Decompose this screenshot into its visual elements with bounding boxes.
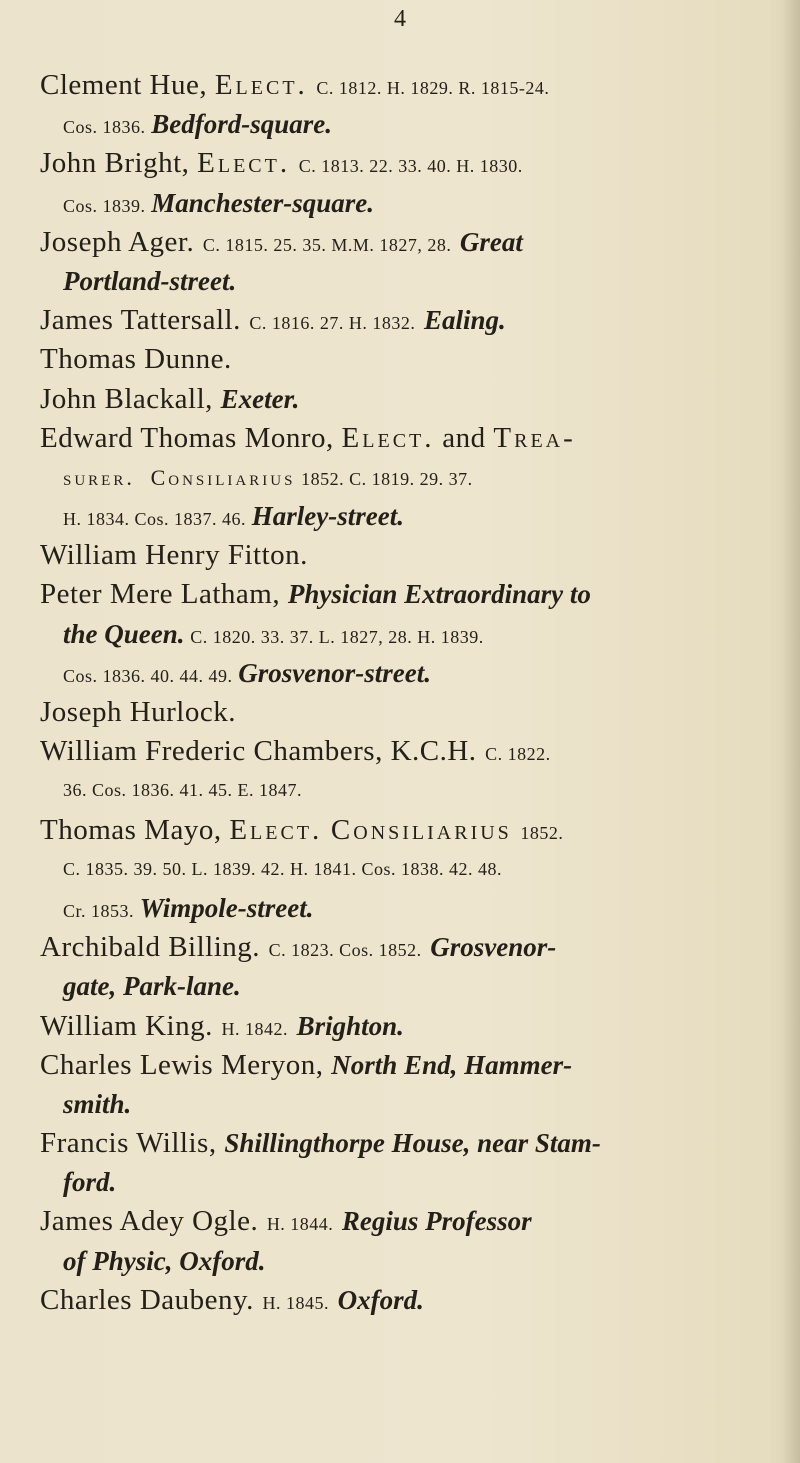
member-name: Joseph Hurlock. <box>40 696 236 728</box>
list-item-continuation <box>40 889 780 928</box>
member-dates: C. 1820. 33. 37. L. 1827, 28. H. 1839. <box>190 626 484 647</box>
list-item <box>40 223 780 262</box>
member-name: Francis Willis, <box>40 1127 225 1160</box>
list-item <box>40 693 780 732</box>
member-address: of Physic, Oxford. <box>63 1245 266 1276</box>
list-item <box>40 301 780 340</box>
member-address: smith. <box>63 1088 132 1119</box>
member-name: James Tattersall. <box>40 304 241 337</box>
member-role: surer. <box>63 464 135 490</box>
member-address: Harley-street. <box>251 501 404 532</box>
member-role: Consiliarius <box>330 813 512 846</box>
list-item-continuation <box>40 262 780 301</box>
member-title: Physician Extraordinary to <box>287 579 591 610</box>
list-item <box>40 1124 780 1163</box>
member-name: Charles Lewis Meryon, <box>40 1048 332 1081</box>
list-item <box>40 380 780 419</box>
member-dates: Cr. 1853. <box>63 900 135 921</box>
list-item <box>40 536 780 575</box>
list-item <box>40 1046 780 1085</box>
list-item-continuation <box>40 105 780 144</box>
list-item <box>40 340 780 379</box>
member-name: Peter Mere Latham, <box>40 578 288 611</box>
member-name: Clement Hue, <box>40 69 215 101</box>
member-role: Elect. <box>341 421 435 454</box>
member-address: Exeter. <box>220 383 300 414</box>
member-address: ford. <box>63 1167 117 1198</box>
member-dates: 1852. C. 1819. 29. 37. <box>301 468 473 489</box>
member-role: Elect. <box>214 69 308 101</box>
list-item <box>40 66 780 105</box>
list-item-continuation <box>40 1085 780 1124</box>
page-number: 4 <box>394 6 406 32</box>
member-dates: C. 1812. H. 1829. R. 1815-24. <box>316 78 550 98</box>
list-item-continuation <box>40 615 780 654</box>
member-dates: H. 1844. <box>266 1214 334 1235</box>
member-dates: Cos. 1839. <box>63 195 146 216</box>
member-role: Consiliarius <box>150 464 296 490</box>
member-role: Elect. <box>197 147 291 180</box>
list-item-continuation <box>40 850 780 889</box>
member-name: William King. <box>40 1009 213 1042</box>
list-item-continuation <box>40 654 780 693</box>
list-item <box>40 1202 780 1241</box>
member-dates: 36. Cos. 1836. 41. 45. E. 1847. <box>63 780 303 801</box>
member-address: Bedford-square. <box>151 109 332 140</box>
member-dates: H. 1842. <box>221 1018 288 1039</box>
list-item <box>40 419 780 458</box>
member-name: James Adey Ogle. <box>40 1205 259 1238</box>
member-dates: C. 1816. 27. H. 1832. <box>249 313 416 334</box>
member-dates: C. 1815. 25. 35. M.M. 1827, 28. <box>202 234 452 255</box>
member-address: Oxford. <box>337 1284 424 1315</box>
member-list <box>40 66 780 1320</box>
member-dates: H. 1834. Cos. 1837. 46. <box>63 509 247 530</box>
member-name: Joseph Ager. <box>40 225 195 258</box>
member-address: Ealing. <box>424 305 506 336</box>
member-address: gate, Park-lane. <box>63 971 241 1002</box>
list-item-continuation <box>40 967 780 1006</box>
list-item <box>40 1281 780 1320</box>
member-role: Trea- <box>493 421 576 454</box>
member-name: Thomas Dunne. <box>40 343 232 376</box>
member-name: Edward Thomas Monro, <box>40 421 342 454</box>
member-name: John Bright, <box>40 147 198 180</box>
member-dates: C. 1835. 39. 50. L. 1839. 42. H. 1841. Cos. 1838. 42. 48. <box>63 858 503 879</box>
member-dates: Cos. 1836. <box>63 117 146 138</box>
list-item <box>40 811 780 850</box>
member-dates: C. 1823. Cos. 1852. <box>268 940 422 961</box>
member-name: William Henry Fitton. <box>40 539 308 572</box>
list-item <box>40 1007 780 1046</box>
list-item <box>40 575 780 614</box>
member-address: Portland-street. <box>63 265 237 296</box>
member-dates: Cos. 1836. 40. 44. 49. <box>63 665 233 686</box>
member-dates: C. 1822. <box>485 744 551 765</box>
list-item-continuation <box>40 184 780 223</box>
member-address: North End, Hammer- <box>331 1049 573 1080</box>
member-address: Brighton. <box>296 1010 404 1041</box>
member-dates: C. 1813. 22. 33. 40. H. 1830. <box>298 156 523 177</box>
member-address: Wimpole-street. <box>139 892 314 923</box>
list-item-continuation <box>40 771 780 810</box>
list-item-continuation <box>40 497 780 536</box>
member-address: Shillingthorpe House, near Stam- <box>224 1128 601 1159</box>
list-item <box>40 928 780 967</box>
list-item-continuation <box>40 1163 780 1202</box>
member-title: Regius Professor <box>341 1206 532 1237</box>
member-dates: 1852. <box>520 822 564 843</box>
member-name: Charles Daubeny. <box>40 1283 254 1316</box>
member-address: Manchester-square. <box>151 187 375 218</box>
member-name: Thomas Mayo, <box>40 813 230 846</box>
page-edge-shadow <box>782 0 800 1463</box>
member-title: the Queen. <box>63 618 185 649</box>
list-item-continuation <box>40 458 780 497</box>
member-name: William Frederic Chambers, K.C.H. <box>40 735 477 768</box>
member-address: Grosvenor-street. <box>238 657 431 688</box>
member-address: Great <box>459 226 523 257</box>
member-role: Elect. <box>229 813 323 846</box>
list-item-continuation <box>40 1242 780 1281</box>
conjunction: and <box>434 421 494 454</box>
member-dates: H. 1845. <box>262 1292 329 1313</box>
list-item <box>40 732 780 771</box>
list-item <box>40 144 780 183</box>
member-name: John Blackall, <box>40 382 221 415</box>
member-name: Archibald Billing. <box>40 931 261 964</box>
member-address: Grosvenor- <box>430 932 557 963</box>
